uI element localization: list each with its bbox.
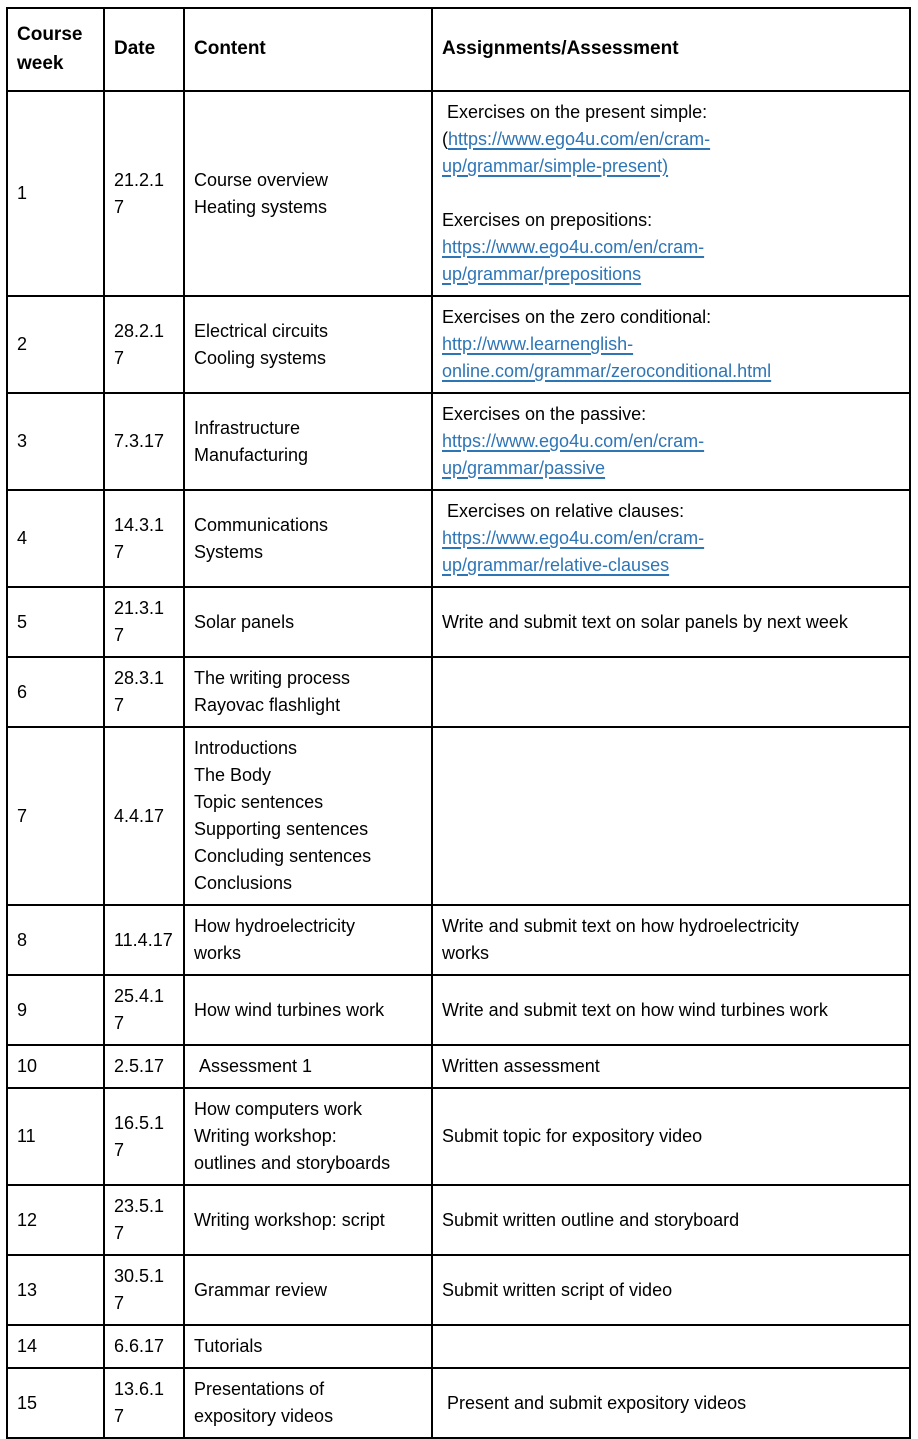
table-row bbox=[7, 1325, 910, 1368]
date-cell: 2.5.17 bbox=[104, 1045, 184, 1088]
assignments-cell bbox=[432, 296, 910, 393]
assignment-text: Submit topic for expository video bbox=[442, 1126, 703, 1146]
table-row bbox=[7, 905, 910, 975]
content-line: Conclusions bbox=[194, 873, 293, 893]
assignments-cell bbox=[432, 1045, 910, 1088]
content-line: Grammar review bbox=[194, 1279, 328, 1300]
assignment-link[interactable]: up/grammar/passive bbox=[442, 458, 606, 478]
content-cell bbox=[184, 1368, 432, 1438]
table-row bbox=[7, 657, 910, 727]
content-cell bbox=[184, 1088, 432, 1185]
table-row bbox=[7, 1088, 910, 1185]
content-cell bbox=[184, 727, 432, 905]
week-cell: 11 bbox=[7, 1088, 104, 1185]
assignment-line bbox=[442, 99, 900, 126]
table-row bbox=[7, 1045, 910, 1088]
header-row bbox=[7, 8, 910, 91]
content-line: Introductions bbox=[194, 738, 298, 758]
week-cell: 7 bbox=[7, 727, 104, 905]
week-cell: 8 bbox=[7, 905, 104, 975]
assignment-line bbox=[442, 180, 900, 207]
assignment-line bbox=[442, 1123, 900, 1150]
assignment-text: Exercises on the zero conditional: bbox=[442, 307, 712, 327]
table-body bbox=[7, 91, 910, 1438]
date-cell: 14.3.17 bbox=[104, 490, 184, 587]
date-cell: 28.3.17 bbox=[104, 657, 184, 727]
date-cell: 11.4.17 bbox=[104, 905, 184, 975]
assignment-line bbox=[442, 153, 900, 180]
content-line: Writing workshop: bbox=[194, 1126, 337, 1146]
content-line: Course overview bbox=[194, 169, 329, 190]
content-line: The Body bbox=[194, 765, 272, 785]
table-row bbox=[7, 91, 910, 296]
assignment-link[interactable]: https://www.ego4u.com/en/cram- bbox=[442, 528, 705, 548]
assignment-line bbox=[442, 234, 900, 261]
assignment-line bbox=[442, 552, 900, 579]
assignment-link[interactable]: up/grammar/prepositions bbox=[442, 264, 642, 284]
column-header-2: Content bbox=[184, 8, 432, 91]
column-header-3: Assignments/Assessment bbox=[432, 8, 910, 91]
table-row bbox=[7, 975, 910, 1045]
table-row bbox=[7, 1255, 910, 1325]
date-cell: 21.3.17 bbox=[104, 587, 184, 657]
content-line: Systems bbox=[194, 541, 264, 562]
assignments-cell bbox=[432, 1368, 910, 1438]
assignment-text: Submit written script of video bbox=[442, 1279, 673, 1300]
table-row bbox=[7, 490, 910, 587]
assignment-text: Write and submit text on how hydroelectricity bbox=[442, 916, 799, 936]
content-line: Presentations of bbox=[194, 1379, 325, 1399]
week-cell: 13 bbox=[7, 1255, 104, 1325]
assignments-cell bbox=[432, 1185, 910, 1255]
column-header-1: Date bbox=[104, 8, 184, 91]
assignment-text: Write and submit text on how wind turbines work bbox=[442, 999, 828, 1020]
assignment-text: works bbox=[442, 943, 490, 963]
content-line: Heating systems bbox=[194, 196, 328, 217]
assignment-link[interactable]: online.com/grammar/zeroconditional.html bbox=[442, 361, 772, 381]
assignment-line bbox=[442, 1390, 900, 1417]
assignment-text: Exercises on the present simple: bbox=[442, 102, 708, 122]
course-schedule-table bbox=[6, 7, 911, 1439]
week-cell: 10 bbox=[7, 1045, 104, 1088]
assignment-line bbox=[442, 609, 900, 636]
content-cell bbox=[184, 1045, 432, 1088]
assignment-line bbox=[442, 940, 900, 967]
assignment-line bbox=[442, 261, 900, 288]
content-cell bbox=[184, 1185, 432, 1255]
assignments-cell bbox=[432, 490, 910, 587]
content-line: Concluding sentences bbox=[194, 846, 372, 866]
content-line: Communications bbox=[194, 514, 329, 535]
content-line: works bbox=[194, 943, 242, 963]
assignments-cell bbox=[432, 905, 910, 975]
assignments-cell bbox=[432, 657, 910, 727]
content-cell bbox=[184, 490, 432, 587]
week-cell: 9 bbox=[7, 975, 104, 1045]
assignment-text: Exercises on relative clauses: bbox=[442, 501, 685, 521]
assignment-link[interactable]: http://www.learnenglish- bbox=[442, 334, 634, 354]
week-cell: 1 bbox=[7, 91, 104, 296]
week-cell: 15 bbox=[7, 1368, 104, 1438]
table-row bbox=[7, 1185, 910, 1255]
assignment-text: Exercises on prepositions: bbox=[442, 210, 653, 230]
content-line: Infrastructure bbox=[194, 417, 301, 438]
assignment-text: ( bbox=[442, 129, 448, 149]
table-row bbox=[7, 1368, 910, 1438]
assignment-text: Write and submit text on solar panels by next week bbox=[442, 611, 848, 632]
assignment-line bbox=[442, 358, 900, 385]
date-cell: 6.6.17 bbox=[104, 1325, 184, 1368]
assignments-cell bbox=[432, 91, 910, 296]
content-line: Supporting sentences bbox=[194, 819, 369, 839]
date-cell: 25.4.17 bbox=[104, 975, 184, 1045]
content-cell bbox=[184, 393, 432, 490]
week-cell: 5 bbox=[7, 587, 104, 657]
week-cell: 12 bbox=[7, 1185, 104, 1255]
date-cell: 13.6.17 bbox=[104, 1368, 184, 1438]
assignment-line bbox=[442, 997, 900, 1024]
content-cell bbox=[184, 657, 432, 727]
assignment-link[interactable]: up/grammar/relative-clauses bbox=[442, 555, 670, 575]
table-row bbox=[7, 296, 910, 393]
content-line: How wind turbines work bbox=[194, 999, 385, 1020]
assignment-text: Exercises on the passive: bbox=[442, 404, 647, 424]
assignment-link[interactable]: https://www.ego4u.com/en/cram- bbox=[442, 237, 705, 257]
content-line: Topic sentences bbox=[194, 792, 324, 812]
content-line: Rayovac flashlight bbox=[194, 695, 341, 715]
content-line: Manufacturing bbox=[194, 444, 309, 465]
assignment-text: Written assessment bbox=[442, 1056, 600, 1076]
content-line: outlines and storyboards bbox=[194, 1153, 391, 1173]
content-line: Cooling systems bbox=[194, 347, 327, 368]
assignments-cell bbox=[432, 393, 910, 490]
content-cell bbox=[184, 975, 432, 1045]
assignment-line bbox=[442, 331, 900, 358]
table-row bbox=[7, 393, 910, 490]
content-line: How computers work bbox=[194, 1099, 363, 1119]
date-cell: 21.2.17 bbox=[104, 91, 184, 296]
week-cell: 4 bbox=[7, 490, 104, 587]
assignment-line bbox=[442, 525, 900, 552]
content-cell bbox=[184, 587, 432, 657]
date-cell: 28.2.17 bbox=[104, 296, 184, 393]
assignment-line bbox=[442, 1277, 900, 1304]
date-cell: 30.5.17 bbox=[104, 1255, 184, 1325]
date-cell: 16.5.17 bbox=[104, 1088, 184, 1185]
assignment-link[interactable]: https://www.ego4u.com/en/cram- bbox=[448, 129, 711, 149]
assignment-line bbox=[442, 1053, 900, 1080]
date-cell: 7.3.17 bbox=[104, 393, 184, 490]
content-cell bbox=[184, 296, 432, 393]
content-cell bbox=[184, 1255, 432, 1325]
content-line: Writing workshop: script bbox=[194, 1209, 385, 1230]
content-cell bbox=[184, 905, 432, 975]
date-cell: 23.5.17 bbox=[104, 1185, 184, 1255]
assignment-link[interactable]: https://www.ego4u.com/en/cram- bbox=[442, 431, 705, 451]
week-cell: 14 bbox=[7, 1325, 104, 1368]
assignment-line bbox=[442, 428, 900, 455]
assignments-cell bbox=[432, 1255, 910, 1325]
week-cell: 2 bbox=[7, 296, 104, 393]
assignment-line bbox=[442, 207, 900, 234]
week-cell: 3 bbox=[7, 393, 104, 490]
content-line: The writing process bbox=[194, 668, 351, 688]
assignment-text: Submit written outline and storyboard bbox=[442, 1209, 740, 1230]
week-cell: 6 bbox=[7, 657, 104, 727]
assignments-cell bbox=[432, 975, 910, 1045]
assignment-line bbox=[442, 304, 900, 331]
assignment-line bbox=[442, 126, 900, 153]
content-cell bbox=[184, 1325, 432, 1368]
assignments-cell bbox=[432, 1088, 910, 1185]
assignment-line bbox=[442, 913, 900, 940]
table-row bbox=[7, 587, 910, 657]
assignments-cell bbox=[432, 1325, 910, 1368]
assignments-cell bbox=[432, 587, 910, 657]
table-row bbox=[7, 727, 910, 905]
content-line: Solar panels bbox=[194, 611, 295, 632]
assignment-line bbox=[442, 1207, 900, 1234]
assignment-link[interactable]: up/grammar/simple-present) bbox=[442, 156, 669, 176]
date-cell: 4.4.17 bbox=[104, 727, 184, 905]
content-cell bbox=[184, 91, 432, 296]
assignment-line bbox=[442, 455, 900, 482]
assignments-cell bbox=[432, 727, 910, 905]
assignment-line bbox=[442, 401, 900, 428]
content-line: expository videos bbox=[194, 1406, 334, 1426]
content-line: Electrical circuits bbox=[194, 320, 329, 341]
content-line: Assessment 1 bbox=[194, 1056, 313, 1076]
assignment-text: Present and submit expository videos bbox=[442, 1392, 747, 1413]
content-line: Tutorials bbox=[194, 1336, 263, 1356]
column-header-0: Course week bbox=[7, 8, 104, 91]
assignment-line bbox=[442, 498, 900, 525]
content-line: How hydroelectricity bbox=[194, 916, 356, 936]
